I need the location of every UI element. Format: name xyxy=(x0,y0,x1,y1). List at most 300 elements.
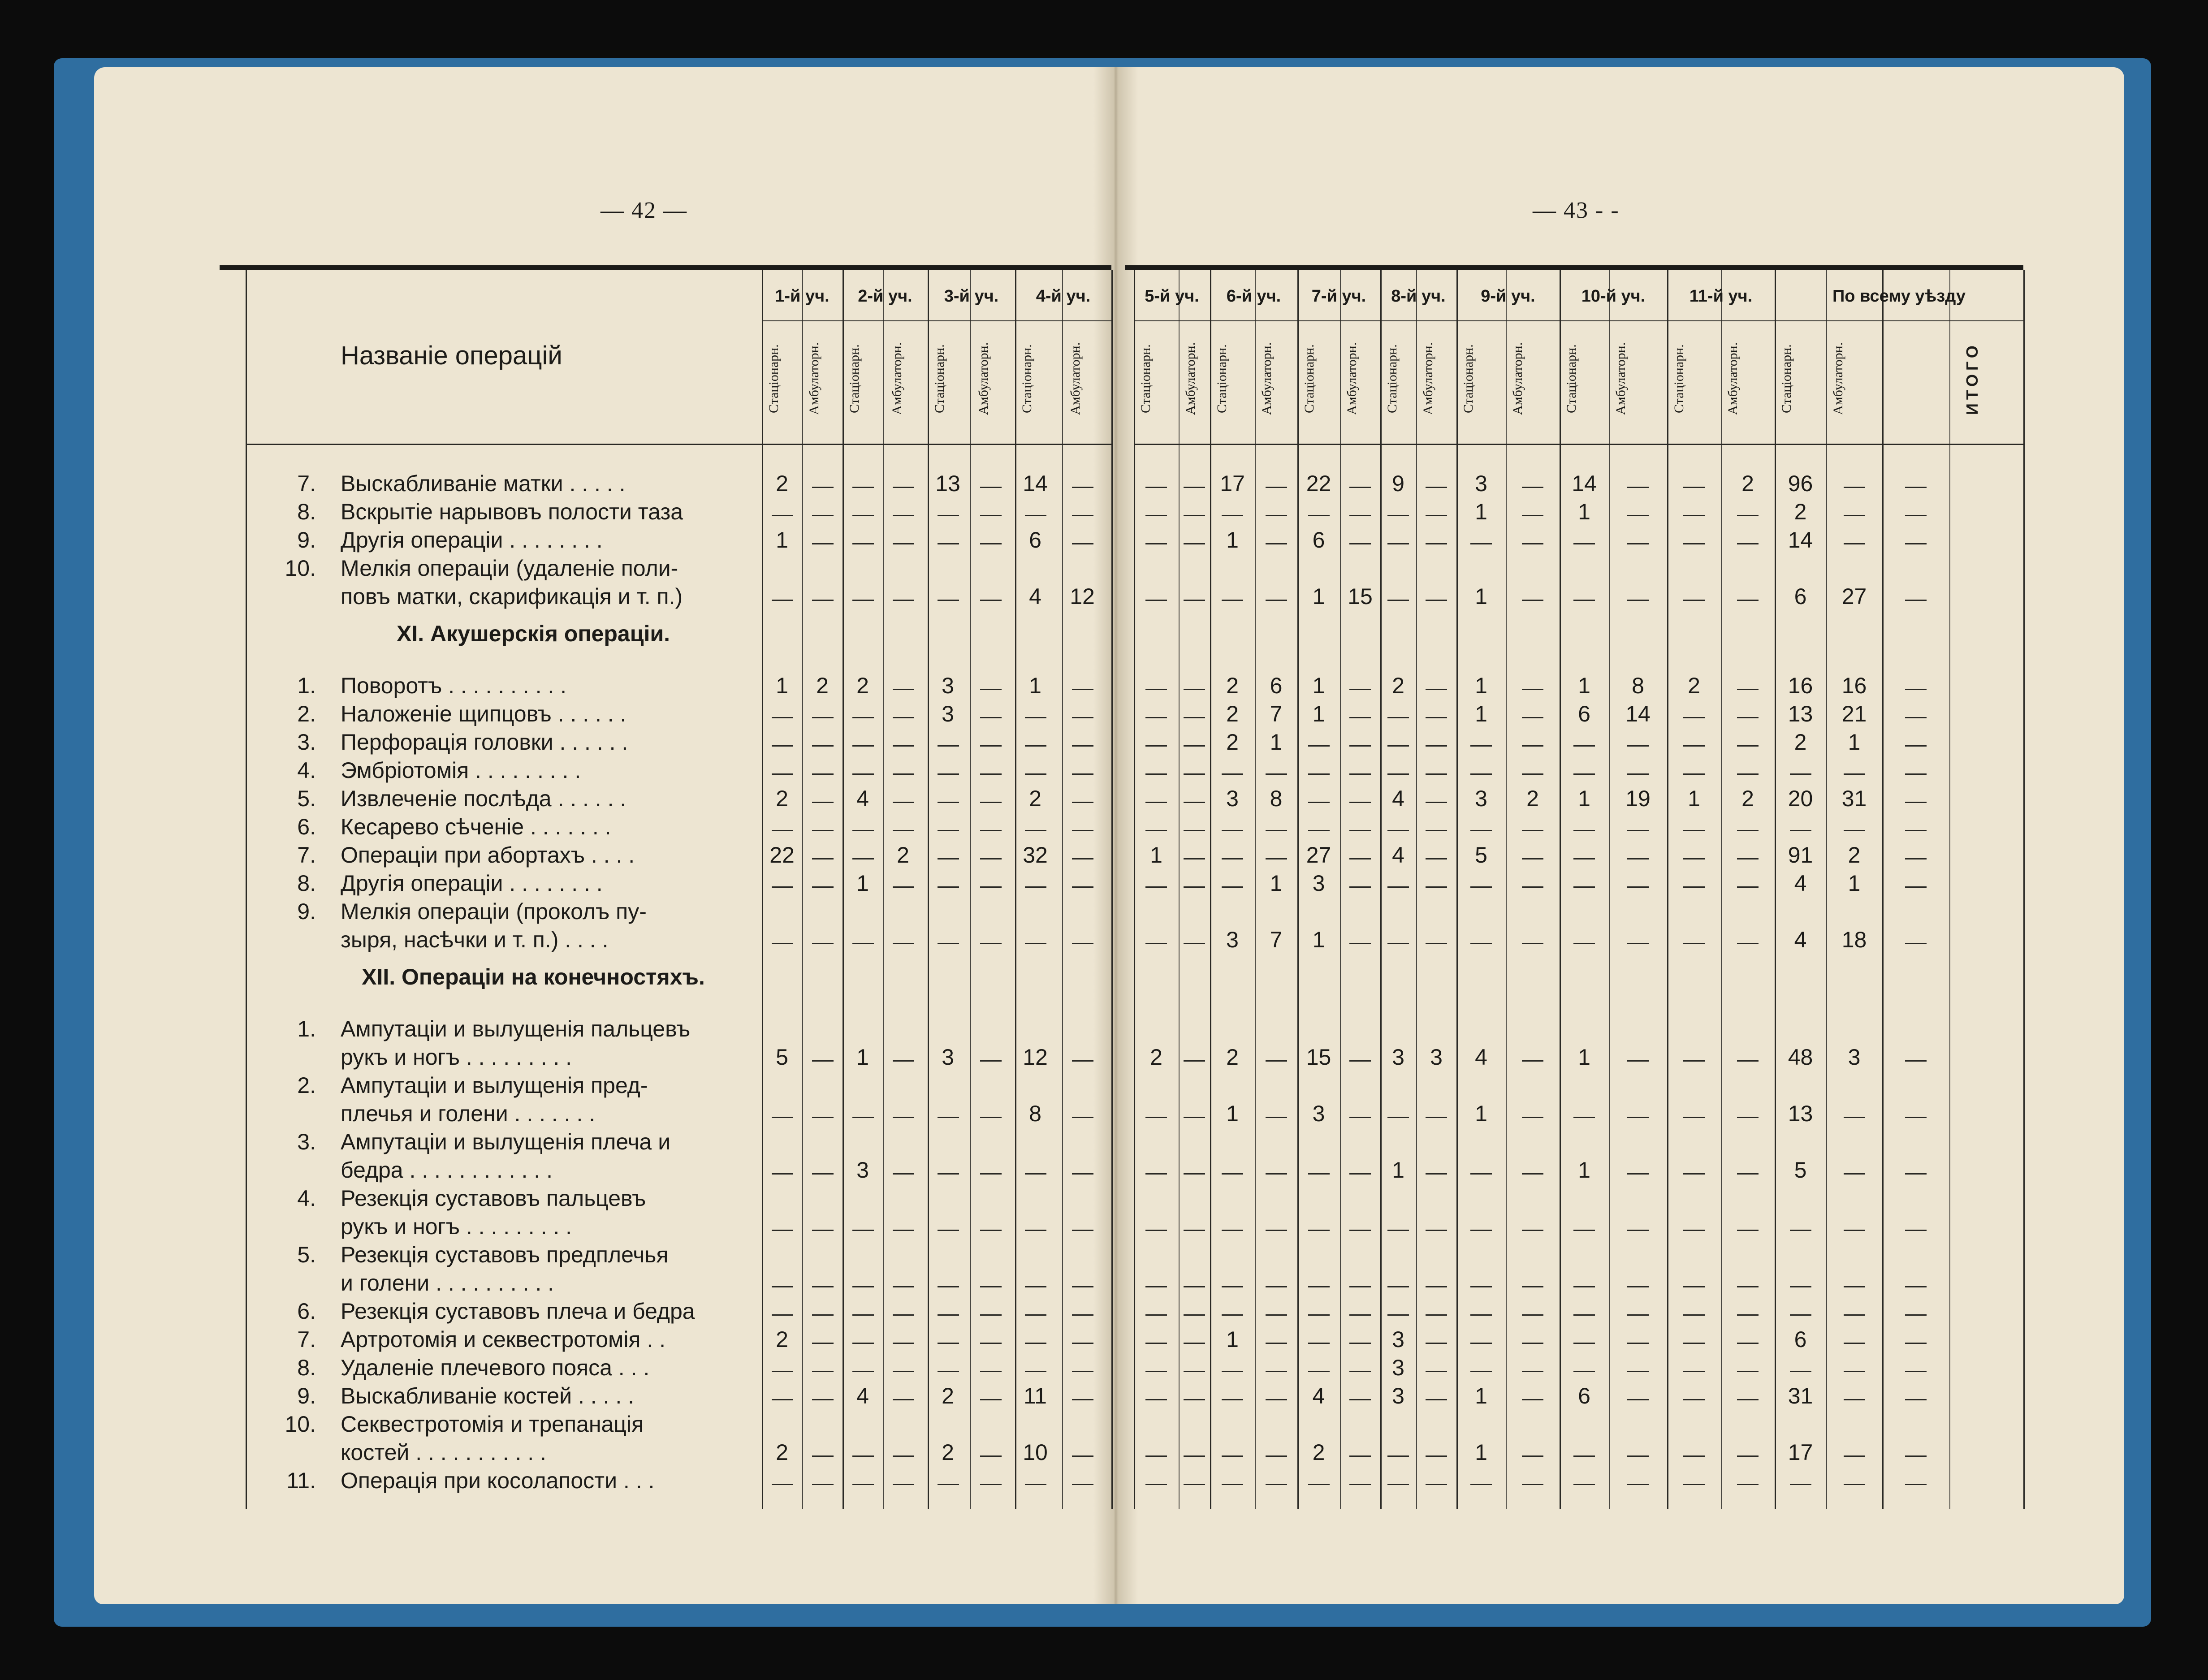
table-cell-dash xyxy=(1184,717,1205,718)
table-cell-dash xyxy=(1905,1060,1927,1062)
table-cell-dash xyxy=(1387,1455,1409,1457)
table-cell: 3 xyxy=(1430,1045,1443,1070)
table-cell-dash xyxy=(1573,1230,1595,1231)
table-cell-dash xyxy=(938,1484,959,1485)
table-cell-dash xyxy=(1426,1117,1447,1118)
table-cell: 1 xyxy=(1475,1383,1487,1408)
district-header: 6-й уч. xyxy=(1226,287,1281,306)
table-cell-dash xyxy=(1266,830,1287,831)
table-cell-dash xyxy=(980,773,1002,775)
table-cell-dash xyxy=(772,745,793,747)
table-cell-dash xyxy=(772,886,793,888)
table-cell-dash xyxy=(1349,802,1371,803)
table-cell-dash xyxy=(1145,886,1167,888)
table-cell: 8 xyxy=(1029,1101,1041,1126)
table-cell-dash xyxy=(1349,1399,1371,1400)
table-cell-dash xyxy=(1844,487,1865,488)
table-cell: 4 xyxy=(856,786,869,811)
table-cell: 2 xyxy=(1150,1045,1162,1070)
table-cell: 4 xyxy=(1029,584,1041,609)
table-cell: 1 xyxy=(1848,871,1861,896)
table-cell-dash xyxy=(1683,1455,1705,1457)
table-cell-dash xyxy=(1145,773,1167,775)
table-cell-dash xyxy=(1072,487,1093,488)
table-cell-dash xyxy=(852,1314,874,1316)
table-cell: 13 xyxy=(1788,1101,1813,1126)
table-cell-dash xyxy=(1387,1286,1409,1287)
table-cell-dash xyxy=(1349,1314,1371,1316)
table-cell: 1 xyxy=(1475,1440,1487,1465)
table-cell-dash xyxy=(1072,689,1093,690)
table-cell-dash xyxy=(1349,543,1371,544)
table-cell: 4 xyxy=(856,1383,869,1408)
table-cell: 2 xyxy=(1029,786,1041,811)
table-cell-dash xyxy=(1790,1371,1811,1372)
row-number: 10. xyxy=(285,1412,316,1437)
table-cell: 4 xyxy=(1794,927,1807,952)
table-cell-dash xyxy=(938,1343,959,1344)
table-cell-dash xyxy=(1522,717,1543,718)
table-cell-dash xyxy=(852,600,874,601)
table-cell-dash xyxy=(1470,1286,1492,1287)
table-cell: 1 xyxy=(1312,927,1325,952)
table-cell-dash xyxy=(1573,858,1595,859)
table-cell: 18 xyxy=(1841,927,1867,952)
table-cell-dash xyxy=(852,1117,874,1118)
table-cell-dash xyxy=(1844,1371,1865,1372)
table-cell-dash xyxy=(938,745,959,747)
table-cell-dash xyxy=(1145,1484,1167,1485)
table-cell-dash xyxy=(852,858,874,859)
table-cell-dash xyxy=(1737,1484,1759,1485)
operation-name: Выскабливаніе костей . . . . . xyxy=(341,1383,635,1408)
sub-header-ambulatory: Амбулаторн. xyxy=(1421,342,1435,415)
table-cell-dash xyxy=(1266,543,1287,544)
table-cell-dash xyxy=(772,943,793,944)
sub-header-stationary: Стаціонарн. xyxy=(1779,344,1794,413)
table-cell-dash xyxy=(1426,1484,1447,1485)
table-cell: 2 xyxy=(1741,471,1754,496)
table-cell-dash xyxy=(1387,1117,1409,1118)
table-cell-dash xyxy=(1627,600,1649,601)
table-cell-dash xyxy=(1184,1314,1205,1316)
table-cell-dash xyxy=(893,487,914,488)
table-cell-dash xyxy=(1308,1343,1330,1344)
table-cell-dash xyxy=(1184,689,1205,690)
table-cell: 9 xyxy=(1392,471,1404,496)
table-cell-dash xyxy=(980,600,1002,601)
table-cell-dash xyxy=(980,487,1002,488)
table-cell: 20 xyxy=(1788,786,1813,811)
table-cell-dash xyxy=(1349,886,1371,888)
table-cell-dash xyxy=(1184,1371,1205,1372)
table-cell-dash xyxy=(980,543,1002,544)
table-cell-dash xyxy=(1266,487,1287,488)
table-cell-dash xyxy=(1308,1173,1330,1175)
district-header-rule xyxy=(843,320,928,321)
table-cell-dash xyxy=(938,543,959,544)
table-cell-dash xyxy=(1025,515,1046,516)
table-cell-dash xyxy=(980,858,1002,859)
table-cell: 4 xyxy=(1392,842,1404,868)
table-cell-dash xyxy=(980,1060,1002,1062)
table-cell-dash xyxy=(1184,858,1205,859)
table-cell-dash xyxy=(1627,1173,1649,1175)
left-table-border xyxy=(246,270,247,1509)
table-cell-dash xyxy=(893,600,914,601)
table-cell-dash xyxy=(1072,1399,1093,1400)
table-cell: 1 xyxy=(1270,730,1283,755)
table-cell-dash xyxy=(1266,1230,1287,1231)
table-cell-dash xyxy=(1905,1455,1927,1457)
table-cell-dash xyxy=(1627,1455,1649,1457)
district-header-rule xyxy=(1134,320,1210,321)
table-cell-dash xyxy=(1349,1343,1371,1344)
right-column-line xyxy=(1826,270,1827,1509)
table-cell-dash xyxy=(1905,773,1927,775)
table-cell-dash xyxy=(1522,1455,1543,1457)
table-cell-dash xyxy=(980,689,1002,690)
table-cell: 1 xyxy=(856,871,869,896)
table-cell: 8 xyxy=(1270,786,1283,811)
table-cell: 2 xyxy=(942,1440,954,1465)
table-cell-dash xyxy=(812,830,834,831)
table-cell-dash xyxy=(1905,802,1927,803)
table-cell-dash xyxy=(1522,943,1543,944)
row-number: 1. xyxy=(297,1016,316,1041)
sub-header-stationary: Стаціонарн. xyxy=(932,344,947,413)
table-cell-dash xyxy=(1025,1484,1046,1485)
table-cell-dash xyxy=(1683,1314,1705,1316)
table-cell-dash xyxy=(772,515,793,516)
table-cell-dash xyxy=(1387,543,1409,544)
table-cell-dash xyxy=(1426,830,1447,831)
table-cell-dash xyxy=(1025,1230,1046,1231)
table-cell-dash xyxy=(1387,830,1409,831)
table-cell-dash xyxy=(1737,689,1759,690)
table-cell-dash xyxy=(1905,515,1927,516)
table-cell: 15 xyxy=(1306,1045,1331,1070)
table-cell: 3 xyxy=(942,701,954,726)
district-header: 1-й уч. xyxy=(775,287,830,306)
table-cell-dash xyxy=(1426,773,1447,775)
table-cell-dash xyxy=(980,515,1002,516)
table-cell-dash xyxy=(772,1230,793,1231)
table-cell-dash xyxy=(1072,1060,1093,1062)
table-cell-dash xyxy=(1308,1286,1330,1287)
district-header-rule xyxy=(1667,320,1775,321)
table-cell-dash xyxy=(1573,745,1595,747)
table-cell-dash xyxy=(1349,1060,1371,1062)
row-number: 6. xyxy=(297,1299,316,1324)
right-column-line xyxy=(1416,270,1417,1509)
district-header: 9-й уч. xyxy=(1481,287,1535,306)
table-cell: 1 xyxy=(1578,499,1590,524)
table-cell: 4 xyxy=(1392,786,1404,811)
table-cell-dash xyxy=(980,1314,1002,1316)
district-header-rule xyxy=(928,320,1015,321)
table-cell-dash xyxy=(1184,515,1205,516)
table-cell-dash xyxy=(1737,1343,1759,1344)
table-cell: 22 xyxy=(769,842,795,868)
table-cell-dash xyxy=(1072,1173,1093,1175)
table-cell: 6 xyxy=(1312,527,1325,553)
table-cell-dash xyxy=(812,886,834,888)
table-cell-dash xyxy=(1184,1399,1205,1400)
table-cell-dash xyxy=(1025,745,1046,747)
table-cell-dash xyxy=(1790,1484,1811,1485)
left-column-line xyxy=(1015,270,1016,1509)
operation-name: Удаленіе плечевого пояса . . . xyxy=(341,1355,650,1380)
row-number: 8. xyxy=(297,499,316,524)
right-page-number: — 43 - - xyxy=(1533,198,1620,223)
table-cell-dash xyxy=(1522,745,1543,747)
table-cell-dash xyxy=(852,487,874,488)
table-cell-dash xyxy=(1522,773,1543,775)
table-cell-dash xyxy=(1573,773,1595,775)
table-cell: 6 xyxy=(1794,584,1807,609)
table-cell-dash xyxy=(1184,1117,1205,1118)
table-cell-dash xyxy=(1349,830,1371,831)
table-cell-dash xyxy=(1522,1343,1543,1344)
table-cell-dash xyxy=(1072,886,1093,888)
table-cell-dash xyxy=(1308,1371,1330,1372)
operation-name: повъ матки, скарификація и т. п.) xyxy=(341,584,683,609)
table-cell-dash xyxy=(1683,1484,1705,1485)
table-cell-dash xyxy=(1145,1173,1167,1175)
row-number: 7. xyxy=(297,1327,316,1352)
table-cell-dash xyxy=(938,1286,959,1287)
table-cell-dash xyxy=(1683,1371,1705,1372)
table-cell: 1 xyxy=(1578,673,1590,698)
operation-name: Поворотъ . . . . . . . . . . xyxy=(341,673,567,698)
operation-name: Резекція суставовъ предплечья xyxy=(341,1242,669,1267)
table-cell-dash xyxy=(1145,1399,1167,1400)
table-cell-dash xyxy=(812,1371,834,1372)
table-cell-dash xyxy=(812,745,834,747)
left-column-line xyxy=(1062,270,1063,1509)
table-cell-dash xyxy=(893,1173,914,1175)
table-cell-dash xyxy=(1266,1455,1287,1457)
table-cell-dash xyxy=(980,830,1002,831)
table-cell-dash xyxy=(980,1455,1002,1457)
table-cell-dash xyxy=(1737,773,1759,775)
table-cell: 12 xyxy=(1070,584,1095,609)
operation-name: рукъ и ногъ . . . . . . . . . xyxy=(341,1214,572,1239)
table-cell-dash xyxy=(1905,689,1927,690)
left-column-line xyxy=(928,270,929,1509)
table-cell-dash xyxy=(1266,1060,1287,1062)
operation-name: Выскабливаніе матки . . . . . xyxy=(341,471,626,496)
table-cell-dash xyxy=(938,1371,959,1372)
table-cell-dash xyxy=(893,1343,914,1344)
table-cell: 5 xyxy=(1475,842,1487,868)
table-cell-dash xyxy=(1025,1343,1046,1344)
table-cell: 11 xyxy=(1024,1383,1047,1408)
table-cell: 3 xyxy=(1226,927,1239,952)
table-cell-dash xyxy=(1222,1399,1243,1400)
district-header: 5-й уч. xyxy=(1145,287,1199,306)
operation-name: Операція при косолапости . . . xyxy=(341,1468,655,1493)
table-cell-dash xyxy=(1905,1371,1927,1372)
table-cell-dash xyxy=(1184,802,1205,803)
district-header-rule xyxy=(1560,320,1667,321)
table-cell: 48 xyxy=(1788,1045,1813,1070)
table-cell-dash xyxy=(938,830,959,831)
table-cell-dash xyxy=(1844,515,1865,516)
table-cell-dash xyxy=(1072,1455,1093,1457)
table-cell-dash xyxy=(1905,858,1927,859)
table-cell-dash xyxy=(1387,886,1409,888)
table-cell: 1 xyxy=(1150,842,1162,868)
table-cell-dash xyxy=(1072,717,1093,718)
table-cell-dash xyxy=(812,1455,834,1457)
table-cell-dash xyxy=(1426,1173,1447,1175)
table-cell-dash xyxy=(1349,1286,1371,1287)
table-cell: 5 xyxy=(776,1045,788,1070)
row-number: 5. xyxy=(297,786,316,811)
row-number: 9. xyxy=(297,527,316,553)
table-cell-dash xyxy=(1266,1343,1287,1344)
table-cell-dash xyxy=(1844,830,1865,831)
table-cell-dash xyxy=(1349,487,1371,488)
operation-name: Наложеніе щипцовъ . . . . . . xyxy=(341,701,627,726)
table-cell: 2 xyxy=(816,673,829,698)
table-cell: 31 xyxy=(1841,786,1867,811)
table-cell: 2 xyxy=(1688,673,1700,698)
row-number: 7. xyxy=(297,471,316,496)
table-cell-dash xyxy=(1905,886,1927,888)
sub-header-stationary: Стаціонарн. xyxy=(1461,344,1476,413)
table-cell-dash xyxy=(1905,1286,1927,1287)
district-header-rule xyxy=(762,320,843,321)
table-cell: 2 xyxy=(776,1327,788,1352)
table-cell-dash xyxy=(1627,515,1649,516)
table-cell-dash xyxy=(1145,487,1167,488)
table-cell: 4 xyxy=(1794,871,1807,896)
operation-name: бедра . . . . . . . . . . . . xyxy=(341,1157,553,1183)
table-cell: 2 xyxy=(776,786,788,811)
table-cell-dash xyxy=(1573,943,1595,944)
table-cell-dash xyxy=(1737,1286,1759,1287)
sub-header-stationary: Стаціонарн. xyxy=(766,344,781,413)
table-cell: 21 xyxy=(1841,701,1867,726)
table-cell-dash xyxy=(1683,773,1705,775)
row-number: 9. xyxy=(297,899,316,924)
table-cell-dash xyxy=(1522,1399,1543,1400)
table-cell-dash xyxy=(1844,1399,1865,1400)
table-cell-dash xyxy=(1683,1117,1705,1118)
table-cell-dash xyxy=(1426,745,1447,747)
table-cell-dash xyxy=(1145,1286,1167,1287)
table-cell-dash xyxy=(1222,830,1243,831)
table-cell: 3 xyxy=(1475,786,1487,811)
table-cell-dash xyxy=(1522,858,1543,859)
table-cell-dash xyxy=(893,943,914,944)
table-cell-dash xyxy=(1522,1371,1543,1372)
table-cell-dash xyxy=(852,745,874,747)
table-cell-dash xyxy=(1145,600,1167,601)
sub-header-stationary: Стаціонарн. xyxy=(847,344,862,413)
table-cell-dash xyxy=(938,802,959,803)
table-cell-dash xyxy=(893,802,914,803)
table-cell-dash xyxy=(1627,1314,1649,1316)
table-cell-dash xyxy=(1683,717,1705,718)
table-cell-dash xyxy=(1790,1230,1811,1231)
table-cell-dash xyxy=(1222,1371,1243,1372)
table-cell-dash xyxy=(1072,1484,1093,1485)
table-cell-dash xyxy=(1145,745,1167,747)
sub-header-stationary: Стаціонарн. xyxy=(1302,344,1317,413)
right-column-line xyxy=(1456,270,1458,1509)
table-cell-dash xyxy=(1072,515,1093,516)
table-cell: 3 xyxy=(1312,871,1325,896)
table-cell: 32 xyxy=(1023,842,1048,868)
table-cell-dash xyxy=(893,515,914,516)
table-cell-dash xyxy=(1573,886,1595,888)
table-cell: 2 xyxy=(1226,701,1239,726)
table-cell-dash xyxy=(938,886,959,888)
table-cell-dash xyxy=(1905,943,1927,944)
table-cell-dash xyxy=(980,745,1002,747)
table-cell-dash xyxy=(1145,1343,1167,1344)
right-column-line xyxy=(1380,270,1382,1509)
operation-name: Перфорація головки . . . . . . xyxy=(341,730,628,755)
district-header: По всему уѣзду xyxy=(1832,287,1966,306)
table-cell: 14 xyxy=(1788,527,1813,553)
table-cell-dash xyxy=(772,773,793,775)
table-cell-dash xyxy=(1737,543,1759,544)
table-cell-dash xyxy=(1145,515,1167,516)
district-header: 7-й уч. xyxy=(1311,287,1366,306)
row-number: 8. xyxy=(297,871,316,896)
table-cell-dash xyxy=(812,515,834,516)
table-cell: 1 xyxy=(1578,1157,1590,1183)
row-number: 8. xyxy=(297,1355,316,1380)
table-cell-dash xyxy=(1184,773,1205,775)
table-cell-dash xyxy=(938,515,959,516)
table-cell-dash xyxy=(1522,1314,1543,1316)
table-cell-dash xyxy=(852,1286,874,1287)
sub-header-ambulatory: Амбулаторн. xyxy=(807,342,821,415)
sub-header-stationary: Стаціонарн. xyxy=(1564,344,1579,413)
table-cell: 14 xyxy=(1023,471,1048,496)
row-number: 3. xyxy=(297,1129,316,1154)
table-cell-dash xyxy=(980,1230,1002,1231)
table-cell: 2 xyxy=(1312,1440,1325,1465)
table-cell-dash xyxy=(772,1484,793,1485)
table-cell-dash xyxy=(1184,600,1205,601)
table-cell-dash xyxy=(1025,1173,1046,1175)
table-cell-dash xyxy=(1844,1173,1865,1175)
table-cell: 2 xyxy=(1848,842,1861,868)
table-cell: 3 xyxy=(1226,786,1239,811)
table-cell-dash xyxy=(1737,943,1759,944)
table-cell-dash xyxy=(1184,1286,1205,1287)
table-cell: 1 xyxy=(1475,584,1487,609)
table-cell-dash xyxy=(1426,943,1447,944)
table-cell-dash xyxy=(1145,717,1167,718)
table-cell: 27 xyxy=(1841,584,1867,609)
table-cell-dash xyxy=(1522,543,1543,544)
table-cell: 2 xyxy=(1226,673,1239,698)
table-cell-dash xyxy=(893,1230,914,1231)
row-number: 1. xyxy=(297,673,316,698)
table-cell-dash xyxy=(1470,830,1492,831)
sub-header-ambulatory: Амбулаторн. xyxy=(1344,342,1359,415)
table-cell-dash xyxy=(1349,943,1371,944)
table-cell-dash xyxy=(1683,1343,1705,1344)
